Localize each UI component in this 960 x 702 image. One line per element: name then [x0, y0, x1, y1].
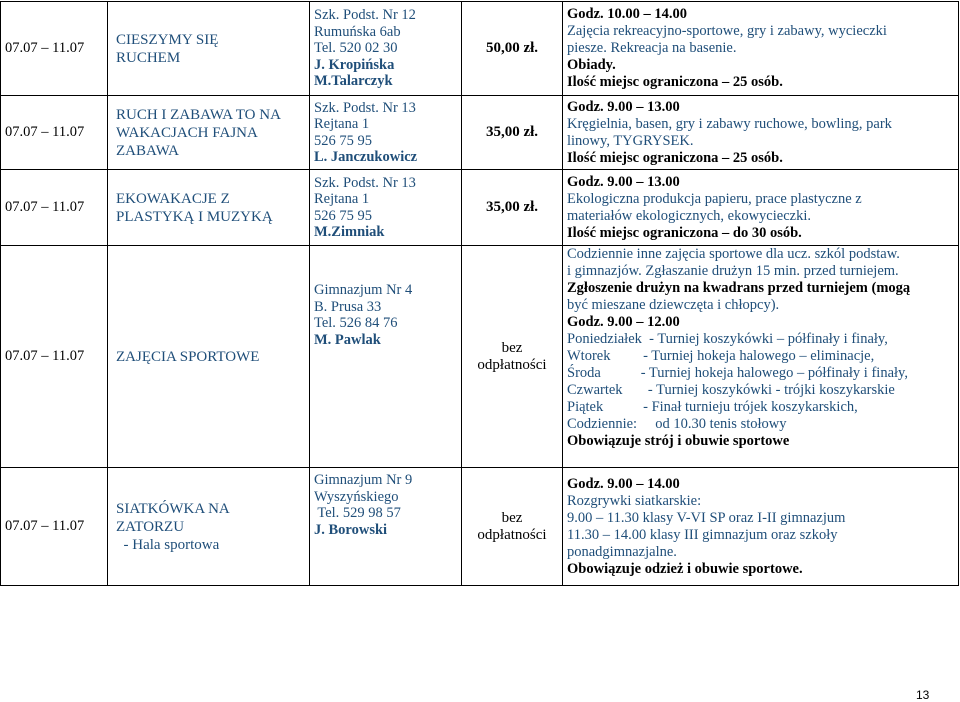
school-line: Szk. Podst. Nr 13: [314, 174, 416, 191]
description-line: Obiady.: [567, 57, 616, 73]
price-value: 35,00 zł.: [485, 124, 539, 140]
school-line: Gimnazjum Nr 9: [314, 472, 413, 488]
description-line: 11.30 – 14.00 klasy III gimnazjum oraz szkoły: [567, 526, 838, 543]
description-cell: [563, 96, 959, 170]
school-line: 526 75 95: [314, 207, 372, 224]
description-line: i gimnazjów. Zgłaszanie drużyn 15 min. przed turniejem.: [567, 263, 899, 279]
price-value: 50,00 zł.: [485, 40, 539, 56]
description-line: Codziennie inne zajęcia sportowe dla ucz. szkól podstaw.: [567, 246, 900, 262]
school-line: Rejtana 1: [314, 191, 370, 207]
teacher-name: M.Zimniak: [314, 224, 385, 240]
school-line: Szk. Podst. Nr 12: [314, 7, 416, 24]
description-line: Obowiązuje strój i obuwie sportowe: [567, 433, 790, 449]
teacher-name: M. Pawlak: [314, 331, 381, 348]
teacher-name: J. Kropińska: [314, 56, 395, 73]
description-line: Godz. 9.00 – 12.00: [567, 314, 680, 330]
school-cell: [310, 170, 462, 246]
program-cell: [108, 246, 310, 468]
school-line: B. Prusa 33: [314, 298, 382, 315]
school-line: Szk. Podst. Nr 13: [314, 99, 416, 116]
description-line: być mieszane dziewczęta i chłopcy).: [567, 297, 780, 313]
program-cell: [108, 2, 310, 96]
date-cell: 07.07 – 11.07: [1, 2, 108, 96]
description-line: Godz. 9.00 – 13.00: [567, 173, 680, 190]
schedule-table: [0, 1, 959, 586]
price-line: bez: [501, 339, 523, 356]
description-line: Godz. 9.00 – 13.00: [567, 98, 680, 115]
description-line: Poniedziałek - Turniej koszykówki – półfinały i finały,: [567, 331, 888, 347]
program-line: PLASTYKĄ I MUZYKĄ: [116, 208, 273, 225]
description-line: Godz. 10.00 – 14.00: [567, 6, 688, 22]
description-line: Obowiązuje odzież i obuwie sportowe.: [567, 560, 803, 577]
description-line: piesze. Rekreacja na basenie.: [567, 40, 737, 56]
price-cell: [462, 246, 563, 468]
description-cell: [563, 468, 959, 586]
schedule-row: [1, 96, 959, 170]
date-cell: 07.07 – 11.07: [1, 170, 108, 246]
description-line: Zajęcia rekreacyjno-sportowe, gry i zabawy, wycieczki: [567, 23, 887, 39]
description-line: materiałów ekologicznych, ekowycieczki.: [567, 207, 811, 224]
program-line: ZAJĘCIA SPORTOWE: [116, 348, 260, 365]
price-cell: [462, 2, 563, 96]
school-cell: [310, 468, 462, 586]
school-line: Wyszyńskiego: [314, 488, 399, 505]
program-line: RUCH I ZABAWA TO NA: [116, 106, 281, 123]
price-cell: [462, 468, 563, 586]
program-cell: [108, 170, 310, 246]
description-line: Godz. 9.00 – 14.00: [567, 475, 680, 492]
school-cell: [310, 96, 462, 170]
program-cell: [108, 468, 310, 586]
program-cell: [108, 96, 310, 170]
program-line: SIATKÓWKA NA: [116, 500, 230, 517]
price-cell: [462, 170, 563, 246]
date-cell: 07.07 – 11.07: [1, 96, 108, 170]
teacher-name: J. Borowski: [314, 521, 388, 538]
description-line: Zgłoszenie drużyn na kwadrans przed turniejem (mogą: [567, 280, 911, 296]
program-line: CIESZYMY SIĘ: [116, 31, 219, 48]
school-cell: [310, 2, 462, 96]
description-line: Rozgrywki siatkarskie:: [567, 492, 702, 509]
school-line: Tel. 520 02 30: [314, 40, 398, 57]
program-line: - Hala sportowa: [116, 536, 220, 553]
schedule-row: [1, 170, 959, 246]
school-cell: [310, 246, 462, 468]
description-cell: [563, 170, 959, 246]
schedule-row: [1, 246, 959, 468]
school-line: Tel. 526 84 76: [314, 315, 398, 331]
school-line: Gimnazjum Nr 4: [314, 282, 413, 298]
description-line: Ilość miejsc ograniczona – do 30 osób.: [567, 224, 802, 241]
description-cell: [563, 2, 959, 96]
price-cell: [462, 96, 563, 170]
description-line: Codziennie: od 10.30 tenis stołowy: [567, 416, 787, 432]
school-line: 526 75 95: [314, 132, 372, 149]
description-line: Wtorek - Turniej hokeja halowego – eliminacje,: [567, 348, 875, 364]
program-line: ZATORZU: [116, 518, 185, 535]
date-cell: 07.07 – 11.07: [1, 246, 108, 468]
schedule-row: [1, 2, 959, 96]
program-line: WAKACJACH FAJNA: [116, 124, 258, 141]
school-line: Tel. 529 98 57: [314, 505, 401, 521]
program-line: ZABAWA: [116, 142, 179, 159]
description-line: Czwartek - Turniej koszykówki - trójki koszykarskie: [567, 382, 895, 398]
description-line: Ilość miejsc ograniczona – 25 osób.: [567, 149, 783, 166]
description-line: 9.00 – 11.30 klasy V-VI SP oraz I-II gimnazjum: [567, 509, 846, 526]
school-line: Rejtana 1: [314, 116, 370, 132]
description-line: ponadgimnazjalne.: [567, 543, 677, 560]
description-line: Środa - Turniej hokeja halowego – półfinały i finały,: [567, 365, 908, 381]
price-line: bez: [501, 509, 523, 526]
schedule-row: [1, 468, 959, 586]
page-number: 13: [916, 688, 930, 702]
description-line: Ilość miejsc ograniczona – 25 osób.: [567, 74, 783, 90]
program-line: EKOWAKACJE Z: [116, 190, 230, 207]
program-line: RUCHEM: [116, 49, 181, 66]
description-line: Piątek - Finał turnieju trójek koszykarskich,: [567, 399, 858, 415]
teacher-name: M.Talarczyk: [314, 73, 393, 90]
price-line: odpłatności: [477, 356, 547, 373]
school-line: Rumuńska 6ab: [314, 23, 401, 40]
description-cell: [563, 246, 959, 468]
description-line: Ekologiczna produkcja papieru, prace plastyczne z: [567, 190, 862, 207]
teacher-name: L. Janczukowicz: [314, 149, 418, 165]
price-value: 35,00 zł.: [485, 199, 539, 215]
date-cell: 07.07 – 11.07: [1, 468, 108, 586]
price-line: odpłatności: [477, 526, 547, 543]
description-line: Kręgielnia, basen, gry i zabawy ruchowe, bowling, park: [567, 115, 892, 132]
description-line: linowy, TYGRYSEK.: [567, 132, 694, 149]
